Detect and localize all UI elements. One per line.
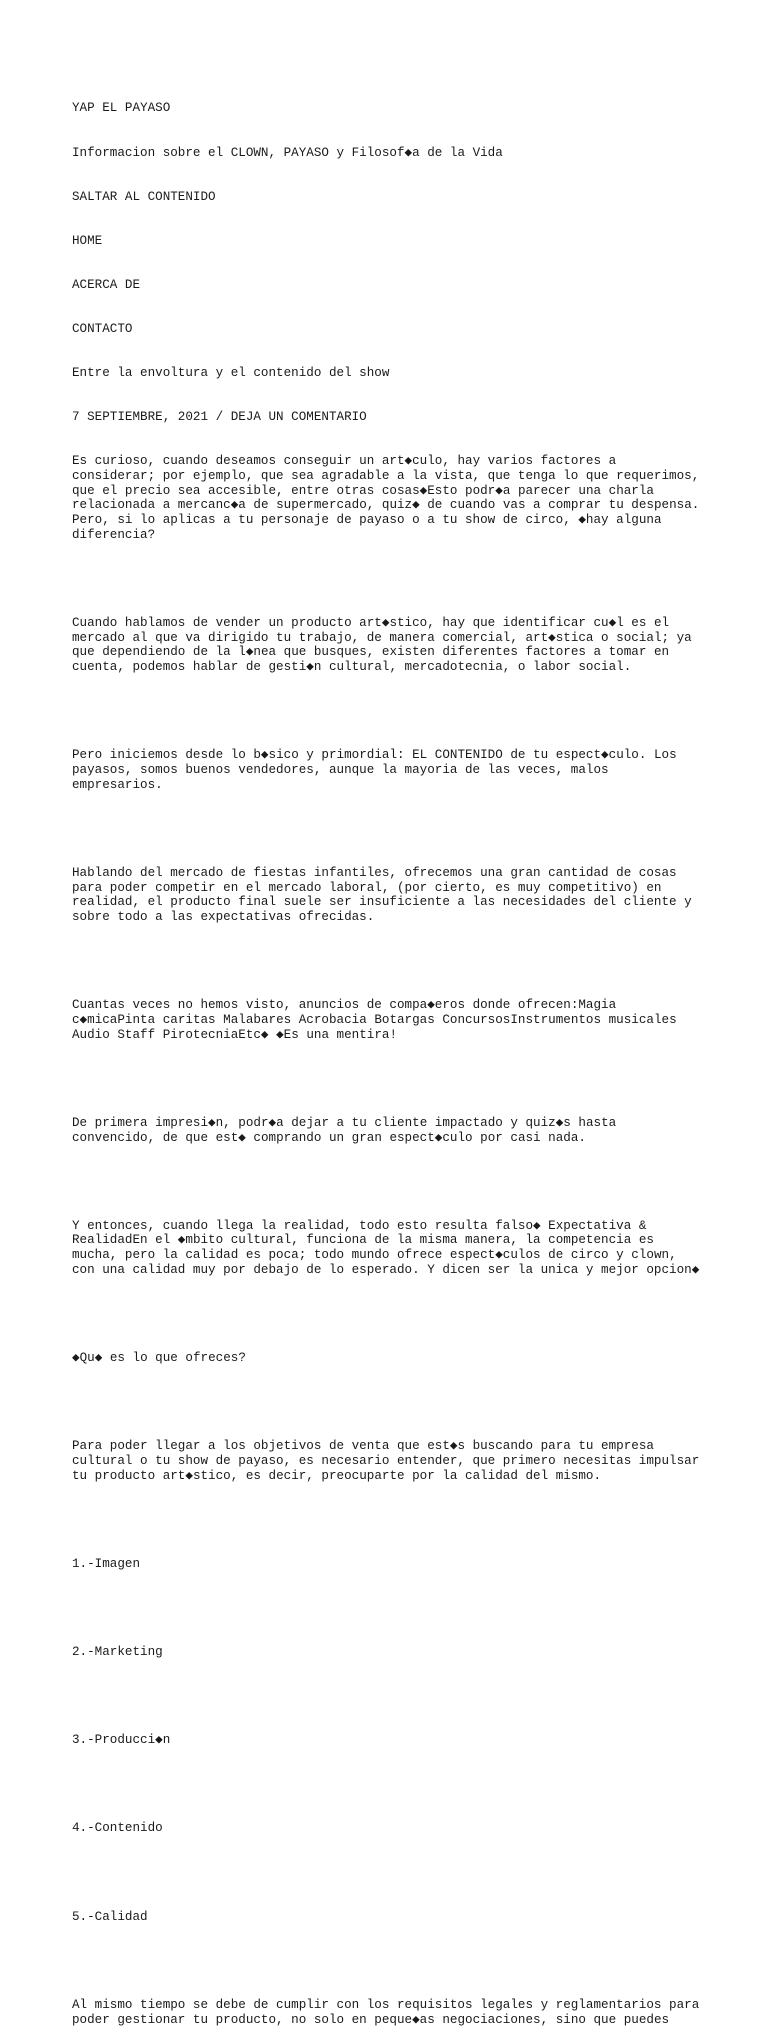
paragraph-first-impression: De primera impresi◆n, podr◆a dejar a tu cliente impactado y quiz◆s hasta convencido, de que est◆ comprando un gran espect◆culo por casi nada.	[72, 1115, 617, 1145]
skip-to-content-link[interactable]: SALTAR AL CONTENIDO	[72, 189, 216, 204]
list-item: 1.-Imagen	[72, 1556, 141, 1571]
nav-home-link[interactable]: HOME	[72, 233, 103, 248]
paragraph-legal: Al mismo tiempo se debe de cumplir con los requisitos legales y reglamentarios para poder gestionar tu producto, no solo en peque◆as negociaciones, sino que puedes	[72, 1997, 700, 2027]
document-page	[72, 72, 712, 2042]
paragraph-reality: Y entonces, cuando llega la realidad, todo esto resulta falso◆ Expectativa & RealidadEn el ◆mbito cultural, funciona de la misma manera, la competencia es mucha, pero la calidad es poca; todo mundo ofrece espect◆culos de circo y clown, con una calidad muy por debajo de lo esperado. Y dicen ser la unica y mejor opcion◆	[72, 1218, 700, 1277]
paragraph-intro: Es curioso, cuando deseamos conseguir un art◆culo, hay varios factores a considerar; por ejemplo, que sea agradable a la vista, que tenga lo que requerimos, que el precio sea accesible, entre otras cosas◆Esto podr◆a parecer una charla relacionada a mercanc◆a de supermercado, quiz◆ de cuando vas a comprar tu despensa. Pero, si lo aplicas a tu personaje de payaso o a tu show de circo, ◆hay alguna diferencia?	[72, 454, 700, 542]
paragraph-market: Cuando hablamos de vender un producto art◆stico, hay que identificar cu◆l es el mercado al que va dirigido tu trabajo, de manera comercial, art◆stica o social; ya que dependiendo de la l◆nea que busques, existen diferentes factores a tomar en cuenta, podemos hablar de gesti◆n cultural, mercadotecnia, o labor social.	[72, 616, 692, 675]
list-item: 3.-Producci◆n	[72, 1733, 171, 1748]
site-title[interactable]: YAP EL PAYASO	[72, 101, 171, 116]
post-meta: 7 SEPTIEMBRE, 2021 / DEJA UN COMENTARIO	[72, 410, 367, 425]
post-title: Entre la envoltura y el contenido del show	[72, 366, 390, 381]
paragraph-children-parties: Hablando del mercado de fiestas infantiles, ofrecemos una gran cantidad de cosas para poder competir en el mercado laboral, (por cierto, es muy competitivo) en realidad, el producto final suele ser insuficiente a las necesidades del cliente y sobre todo a las expectativas ofrecidas.	[72, 865, 692, 925]
list-item: 4.-Contenido	[72, 1821, 163, 1836]
list-item: 5.-Calidad	[72, 1909, 148, 1924]
paragraph-objectives: Para poder llegar a los objetivos de venta que est◆s buscando para tu empresa cultural o tu show de payaso, es necesario entender, que primero necesitas impulsar tu producto art◆stico, es decir, preocuparte por la calidad del mismo.	[72, 1439, 700, 1483]
list-item: 2.-Marketing	[72, 1645, 163, 1660]
paragraph-question: ◆Qu◆ es lo que ofreces?	[72, 1351, 246, 1366]
paragraph-ads: Cuantas veces no hemos visto, anuncios de compa◆eros donde ofrecen:Magia c◆micaPinta caritas Malabares Acrobacia Botargas ConcursosInstrumentos musicales Audio Staff PirotecniaEtc◆ ◆Es una mentira!	[72, 998, 677, 1042]
nav-contact-link[interactable]: CONTACTO	[72, 321, 133, 336]
paragraph-content: Pero iniciemos desde lo b◆sico y primordial: EL CONTENIDO de tu espect◆culo. Los payasos, somos buenos vendedores, aunque la mayoria de las veces, malos empresarios.	[72, 748, 677, 792]
site-tagline: Informacion sobre el CLOWN, PAYASO y Filosof◆a de la Vida	[72, 145, 503, 160]
nav-about-link[interactable]: ACERCA DE	[72, 277, 141, 292]
